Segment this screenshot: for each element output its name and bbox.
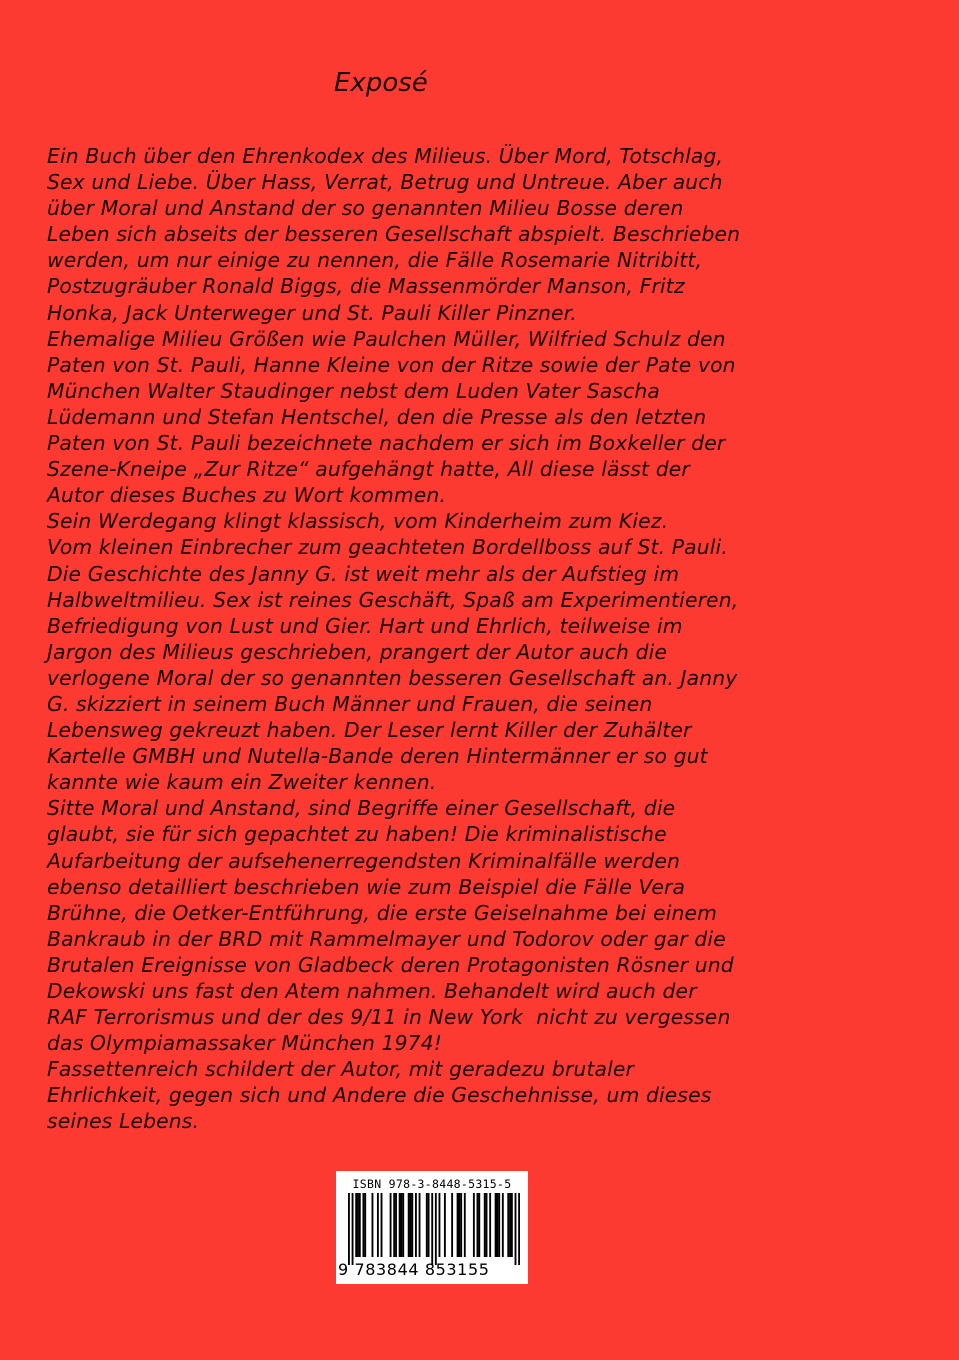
barcode-bar bbox=[402, 1193, 404, 1257]
text-line: glaubt, sie für sich gepachtet zu haben! Die kriminalistische bbox=[47, 822, 667, 847]
page-title: Exposé bbox=[334, 68, 428, 98]
barcode-bar bbox=[364, 1193, 366, 1257]
barcode-bar bbox=[444, 1193, 446, 1257]
text-line: Bankraub in der BRD mit Rammelmayer und Todorov oder gar die bbox=[47, 926, 726, 951]
barcode-bar bbox=[460, 1193, 462, 1257]
barcode-bar bbox=[395, 1193, 397, 1257]
barcode-bar bbox=[507, 1193, 509, 1257]
barcode-bar bbox=[435, 1193, 437, 1265]
barcode-bar bbox=[390, 1193, 392, 1257]
text-line: München Walter Staudinger nebst dem Luden Vater Sascha bbox=[47, 378, 660, 403]
barcode-bar bbox=[359, 1193, 361, 1257]
barcode-bar bbox=[348, 1193, 350, 1265]
text-line: das Olympiamassaker München 1974! bbox=[47, 1031, 443, 1056]
barcode-bar bbox=[439, 1193, 441, 1257]
text-line: RAF Terrorismus und der des 9/11 in New York nicht zu vergessen bbox=[47, 1005, 731, 1030]
text-line: Lebensweg gekreuzt haben. Der Leser lernt Killer der Zuhälter bbox=[47, 718, 692, 743]
text-line: kannte wie kaum ein Zweiter kennen. bbox=[47, 770, 437, 795]
text-line: Sitte Moral und Anstand, sind Begriffe einer Gesellschaft, die bbox=[47, 796, 676, 821]
text-line: Paten von St. Pauli, Hanne Kleine von der Ritze sowie der Pate von bbox=[47, 352, 736, 377]
text-line: Postzugräuber Ronald Biggs, die Massenmörder Manson, Fritz bbox=[47, 274, 685, 299]
barcode-bar bbox=[496, 1193, 498, 1257]
barcode-bar bbox=[362, 1193, 364, 1257]
text-line: Honka, Jack Unterweger und St. Pauli Killer Pinzner. bbox=[47, 300, 577, 325]
barcode-bar bbox=[393, 1193, 395, 1257]
barcode-bar bbox=[419, 1193, 421, 1257]
barcode-bar bbox=[502, 1193, 504, 1257]
barcode-bar bbox=[428, 1193, 430, 1257]
barcode-bar bbox=[355, 1193, 357, 1257]
text-line: Dekowski uns fast den Atem nahmen. Behandelt wird auch der bbox=[47, 979, 697, 1003]
barcode-bar bbox=[415, 1193, 417, 1257]
text-line: G. skizziert in seinem Buch Männer und Frauen, die seinen bbox=[47, 691, 653, 716]
text-line: Paten von St. Pauli bezeichnete nachdem er sich im Boxkeller der bbox=[47, 431, 726, 456]
barcode-bar bbox=[410, 1193, 412, 1257]
barcode-bar bbox=[484, 1193, 486, 1257]
text-line: Fassettenreich schildert der Autor, mit geradezu brutaler bbox=[47, 1057, 635, 1082]
text-line: Kartelle GMBH und Nutella-Bande deren Hintermänner er so gut bbox=[47, 744, 708, 769]
barcode-bar bbox=[377, 1193, 379, 1257]
barcode-bar bbox=[408, 1193, 410, 1257]
isbn-barcode bbox=[336, 1171, 528, 1284]
barcode-bar bbox=[352, 1193, 354, 1265]
barcode-bars bbox=[348, 1193, 520, 1265]
barcode-bar bbox=[372, 1193, 374, 1257]
barcode-bar bbox=[431, 1193, 433, 1265]
barcode-bar bbox=[401, 1193, 403, 1257]
text-line: Halbweltmilieu. Sex ist reines Geschäft, Spaß am Experimentieren, bbox=[47, 587, 739, 612]
text-line: Aufarbeitung der aufsehenerregendsten Kriminalfälle werden bbox=[47, 848, 681, 873]
barcode-bar bbox=[498, 1193, 500, 1257]
barcode-bar bbox=[464, 1193, 466, 1257]
text-line: über Moral und Anstand der so genannten Milieu Bosse deren bbox=[47, 196, 684, 221]
barcode-bar bbox=[478, 1193, 480, 1257]
barcode-bar bbox=[357, 1193, 359, 1257]
barcode-bar bbox=[451, 1193, 453, 1257]
barcode-bar bbox=[473, 1193, 475, 1257]
isbn-label: ISBN 978-3-8448-5315-5 bbox=[352, 1177, 512, 1191]
text-line: Brutalen Ereignisse von Gladbeck deren Protagonisten Rösner und bbox=[47, 952, 734, 977]
barcode-bar bbox=[477, 1193, 479, 1257]
barcode-bar bbox=[458, 1193, 460, 1257]
text-line: Vom kleinen Einbrecher zum geachteten Bordellboss auf St. Pauli. bbox=[47, 535, 728, 560]
ean-digits: 9 783844 853155 bbox=[338, 1260, 490, 1279]
expose-text bbox=[47, 143, 927, 1135]
barcode-bar bbox=[495, 1193, 497, 1257]
text-line: ebenso detailliert beschrieben wie zum Beispiel die Fälle Vera bbox=[47, 874, 686, 899]
text-line: Ehemalige Milieu Größen wie Paulchen Müller, Wilfried Schulz den bbox=[47, 326, 726, 351]
text-line: Ehrlichkeit, gegen sich und Andere die Geschehnisse, um dieses bbox=[47, 1083, 712, 1108]
barcode-bar bbox=[399, 1193, 401, 1257]
text-line: Befriedigung von Lust und Gier. Hart und Ehrlich, teilweise im bbox=[47, 613, 683, 638]
text-line: Sein Werdegang klingt klassisch, vom Kinderheim zum Kiez. bbox=[47, 509, 669, 534]
barcode-bar bbox=[381, 1193, 383, 1257]
barcode-bar bbox=[509, 1193, 511, 1257]
text-line: Jargon des Milieus geschrieben, prangert der Autor auch die bbox=[47, 639, 668, 664]
barcode-bar bbox=[486, 1193, 488, 1257]
text-line: Autor dieses Buches zu Wort kommen. bbox=[47, 483, 447, 508]
barcode-bar bbox=[411, 1193, 413, 1257]
text-line: Lüdemann und Stefan Hentschel, den die Presse als den letzten bbox=[47, 404, 707, 429]
barcode-bar bbox=[518, 1193, 520, 1265]
barcode-bar bbox=[515, 1193, 517, 1265]
text-line: Die Geschichte des Janny G. ist weit mehr als der Aufstieg im bbox=[47, 561, 680, 586]
barcode-bar bbox=[426, 1193, 428, 1257]
barcode-bar bbox=[457, 1193, 459, 1257]
barcode-bar bbox=[511, 1193, 513, 1257]
barcode-bar bbox=[489, 1193, 491, 1257]
text-line: Brühne, die Oetker-Entführung, die erste Geiselnahme bei einem bbox=[47, 900, 718, 925]
text-line: verlogene Moral der so genannten besseren Gesellschaft an. Janny bbox=[47, 665, 738, 690]
text-line: Leben sich abseits der besseren Gesellschaft abspielt. Beschrieben bbox=[47, 222, 741, 247]
text-line: werden, um nur einige zu nennen, die Fälle Rosemarie Nitribitt, bbox=[47, 248, 703, 273]
text-line: seines Lebens. bbox=[47, 1109, 200, 1134]
text-line: Sex und Liebe. Über Hass, Verrat, Betrug und Untreue. Aber auch bbox=[47, 170, 723, 195]
text-line: Ein Buch über den Ehrenkodex des Milieus. Über Mord, Totschlag, bbox=[47, 144, 724, 168]
text-line: Szene-Kneipe „Zur Ritze“ aufgehängt hatte, All diese lässt der bbox=[47, 457, 690, 482]
